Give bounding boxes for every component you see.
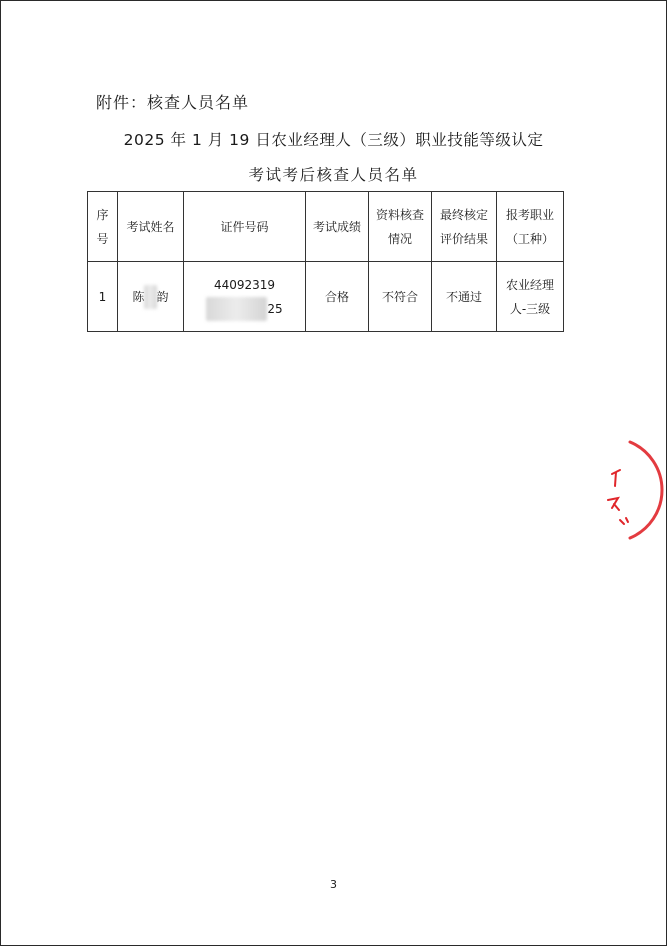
- header-final-result-line1: 最终核定: [439, 207, 488, 222]
- cell-id-number: [184, 262, 306, 332]
- cell-index: 1: [88, 262, 118, 332]
- document-subtitle: 考试考后核查人员名单: [248, 166, 419, 184]
- header-doc-check: [369, 192, 432, 262]
- header-index-line1: 序: [96, 207, 109, 222]
- table-row: [88, 262, 564, 332]
- cell-name: [118, 262, 184, 332]
- header-final-result-line2: 评价结果: [439, 231, 488, 246]
- attachment-label: 附件：核查人员名单: [96, 93, 250, 112]
- header-index-line2: 号: [96, 231, 109, 246]
- header-occupation: [497, 192, 564, 262]
- header-name: 考试姓名: [118, 192, 184, 262]
- header-score: 考试成绩: [306, 192, 369, 262]
- table-header-row: [88, 192, 564, 262]
- official-seal-stamp: [590, 430, 667, 550]
- name-redacted: [144, 285, 156, 309]
- header-id-number: 证件号码: [184, 192, 306, 262]
- cell-doc-check: 不符合: [369, 262, 432, 332]
- header-doc-check-line2: 情况: [387, 231, 412, 246]
- header-index: [88, 192, 118, 262]
- name-visible-end: 韵: [156, 289, 169, 304]
- id-visible-end: 25: [267, 301, 283, 316]
- id-visible-start: 44092319: [213, 277, 276, 292]
- cell-occupation: [497, 262, 564, 332]
- cell-score: 合格: [306, 262, 369, 332]
- occupation-line1: 农业经理: [505, 277, 554, 292]
- cell-final-result: 不通过: [432, 262, 497, 332]
- header-occupation-line1: 报考职业: [505, 207, 554, 222]
- occupation-line2: 人-三级: [509, 301, 551, 316]
- personnel-table: [87, 191, 564, 332]
- page-number: 3: [330, 878, 337, 891]
- document-title: 2025 年 1 月 19 日农业经理人（三级）职业技能等级认定: [123, 131, 544, 149]
- name-visible-start: 陈: [132, 289, 145, 304]
- header-doc-check-line1: 资料核查: [375, 207, 424, 222]
- id-redacted: [206, 297, 267, 321]
- header-final-result: [432, 192, 497, 262]
- header-occupation-line2: （工种）: [505, 231, 554, 246]
